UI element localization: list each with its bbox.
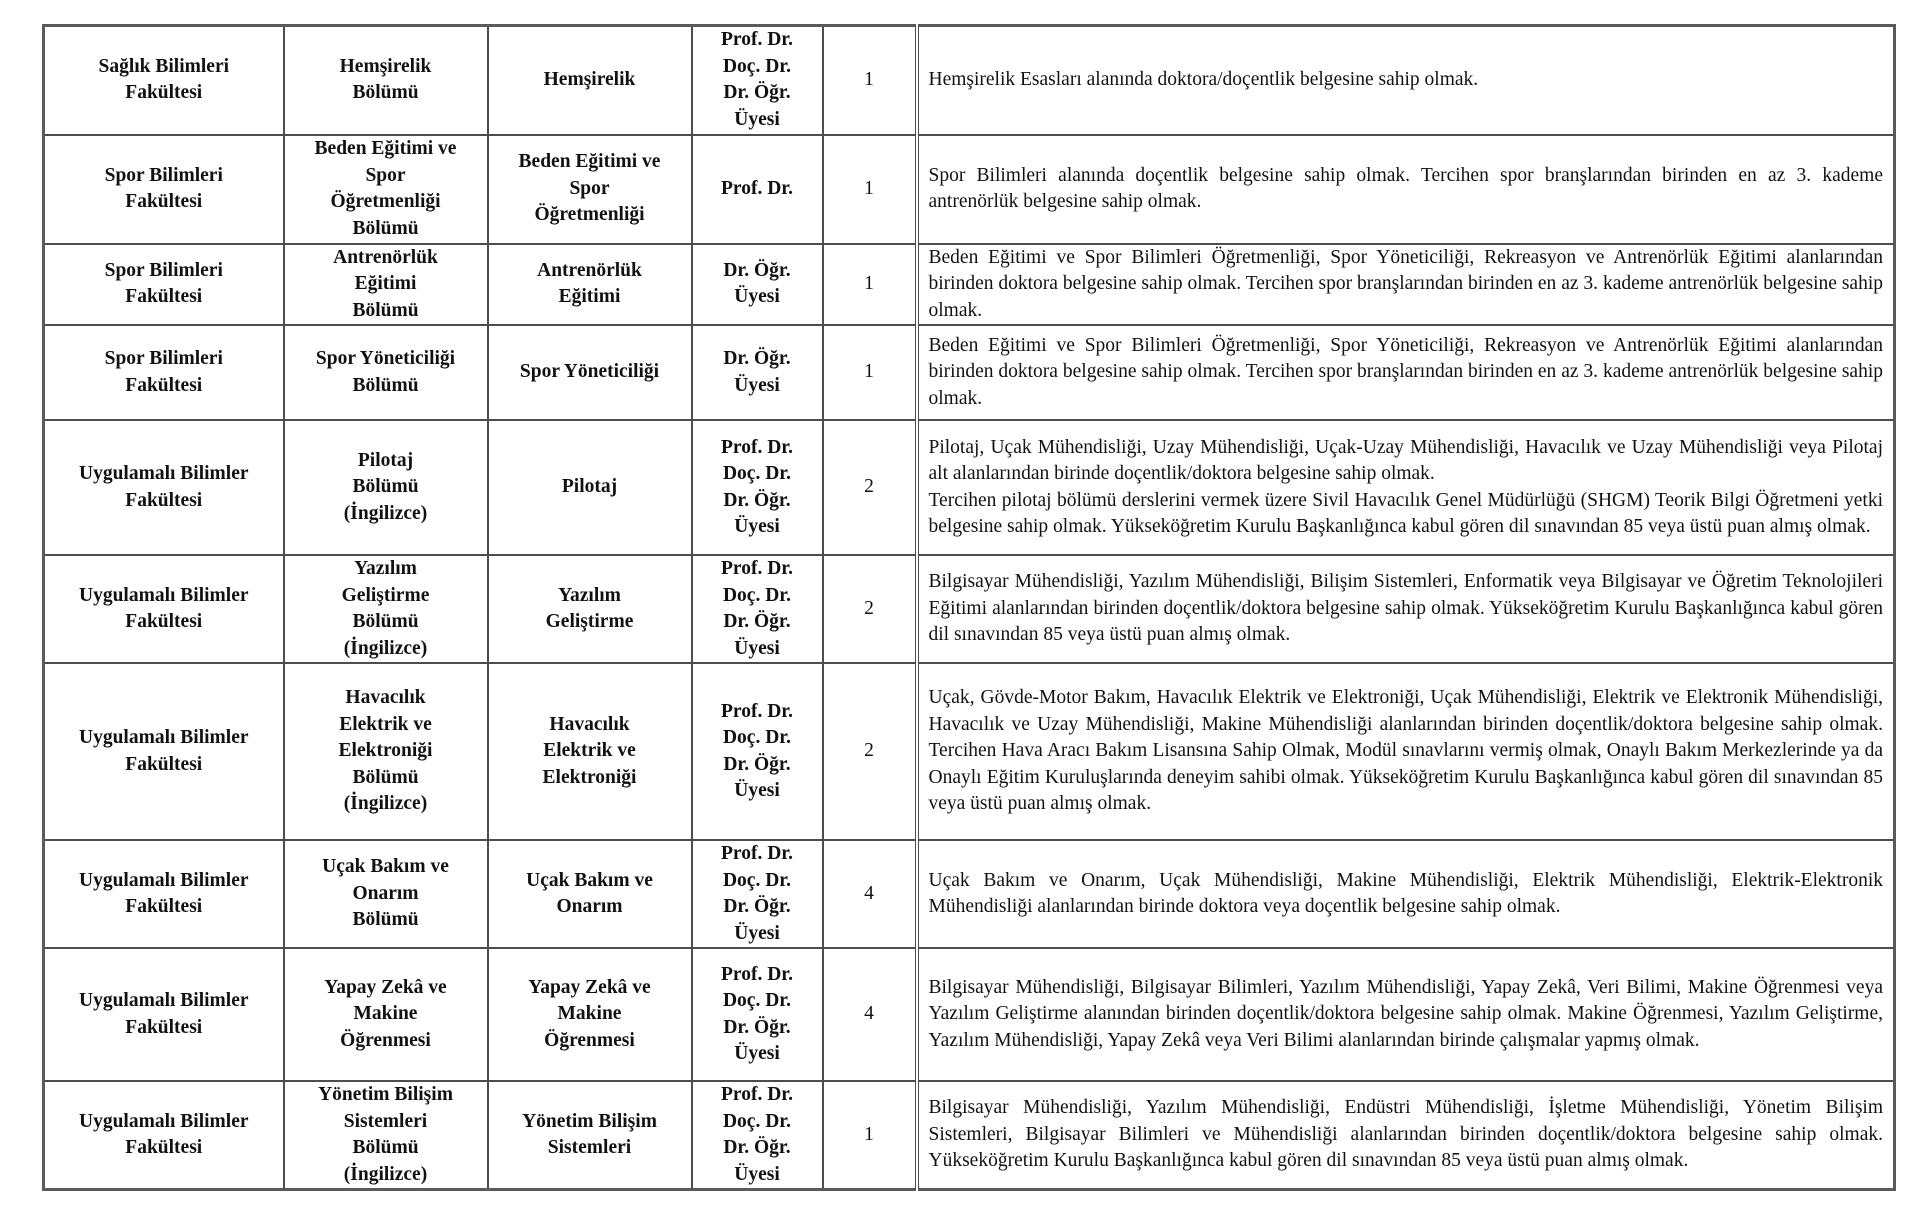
department-line: Bölümü: [352, 909, 419, 931]
department-line: Uçak Bakım ve: [322, 856, 449, 878]
academic-title-line: Prof. Dr.: [720, 29, 794, 51]
faculty-cell: [44, 135, 284, 244]
academic-title-cell: [692, 325, 823, 420]
department-line: Onarım: [352, 882, 419, 904]
academic-title-line: Üyesi: [734, 108, 780, 130]
program-line: Öğretmenliği: [534, 204, 645, 226]
academic-title-line: Dr. Öğr.: [723, 896, 791, 917]
department-line: Bölümü: [352, 766, 419, 788]
faculty-cell: [44, 555, 284, 663]
program-line: Yazılım: [558, 584, 621, 606]
department-line: Spor: [365, 164, 406, 186]
academic-title-cell: [692, 135, 823, 244]
department-line: Elektrik ve: [339, 713, 432, 735]
criteria-paragraph: Beden Eğitimi ve Spor Bilimleri Öğretmenliği, Spor Yöneticiliği, Rekreasyon ve Antrenörlük Eğitimi alanlarından birinden doktora belgesine sahip olmak. Tercihen spor branşlarından birinden en az 3. kademe antrenörlük belgesine sahip olmak.: [928, 334, 1883, 409]
faculty-line: Spor Bilimleri: [104, 348, 223, 369]
criteria-paragraph: Bilgisayar Mühendisliği, Yazılım Mühendisliği, Bilişim Sistemleri, Enformatik veya Bilgisayar ve Öğretim Teknolojileri Eğitimi alanlarından birinden doçentlik/doktora belgesine sahip olmak. Yükseköğretim Kurulu Başkanlığınca kabul gören dil sınavından 85 veya üstü puan almış olmak.: [928, 571, 1883, 646]
department-line: Pilotaj: [357, 449, 414, 471]
academic-title-line: Üyesi: [734, 1043, 780, 1064]
academic-title-line: Doç. Dr.: [722, 584, 792, 606]
program-cell: [488, 26, 692, 135]
department-line: Eğitimi: [354, 273, 417, 294]
criteria-paragraph: Uçak, Gövde-Motor Bakım, Havacılık Elektrik ve Elektroniği, Uçak Mühendisliği, Elektrik ve Elektronik Mühendisliği, Havacılık ve Uzay Mühendisliği, Makine Mühendisliği alanlarından birinden doçentlik/doktora belgesine sahip olmak. Tercihen Hava Aracı Bakım Lisansına Sahip Olmak, Modül sınavlarını vermiş olmak, Onaylı Bakım Merkezlerinde ya da Onaylı Eğitim Kuruluşlarında deneyim sahibi olmak. Yükseköğretim Kurulu Başkanlığınca kabul gören dil sınavından 85 veya üstü puan almış olmak.: [928, 687, 1883, 815]
criteria-cell: [917, 135, 1895, 244]
department-line: Öğretmenliği: [330, 191, 441, 212]
department-line: Sistemleri: [343, 1110, 428, 1132]
department-line: Bölümü: [352, 299, 419, 321]
table-row: [44, 663, 1895, 840]
department-cell: [284, 1081, 488, 1190]
criteria-paragraph: Beden Eğitimi ve Spor Bilimleri Öğretmenliği, Spor Yöneticiliği, Rekreasyon ve Antrenörlük Eğitimi alanlarından birinden doktora belgesine sahip olmak. Tercihen spor branşlarından birinden en az 3. kademe antrenörlük belgesine sahip olmak.: [928, 246, 1883, 321]
department-cell: [284, 663, 488, 840]
criteria-cell: [917, 555, 1895, 663]
program-cell: [488, 325, 692, 420]
academic-title-line: Üyesi: [734, 922, 780, 944]
department-line: Bölümü: [352, 476, 419, 498]
position-count-cell: 4: [823, 948, 917, 1081]
position-count-cell: 2: [823, 555, 917, 663]
department-cell: [284, 26, 488, 135]
department-line: Antrenörlük: [333, 246, 438, 268]
program-cell: [488, 244, 692, 326]
academic-title-line: Doç. Dr.: [722, 727, 792, 748]
department-line: (İngilizce): [343, 502, 428, 524]
faculty-line: Uygulamalı Bilimler: [78, 463, 249, 484]
requirements-table-body: [44, 26, 1895, 1190]
academic-title-line: Dr. Öğr.: [723, 1137, 791, 1158]
academic-title-line: Doç. Dr.: [722, 1110, 792, 1132]
program-cell: [488, 948, 692, 1081]
department-line: Geliştirme: [341, 584, 430, 606]
academic-title-line: Prof. Dr.: [720, 558, 794, 579]
department-line: Yönetim Bilişim: [318, 1084, 453, 1105]
criteria-cell: [917, 325, 1895, 420]
academic-title-cell: [692, 663, 823, 840]
program-line: Havacılık: [549, 713, 630, 735]
program-cell: [488, 663, 692, 840]
academic-title-line: Üyesi: [734, 516, 780, 537]
academic-title-cell: [692, 948, 823, 1081]
academic-title-line: Üyesi: [734, 374, 780, 396]
faculty-line: Fakültesi: [125, 611, 203, 632]
position-count-cell: 1: [823, 135, 917, 244]
academic-title-line: Üyesi: [734, 1163, 780, 1185]
program-line: Spor: [569, 177, 610, 199]
program-cell: [488, 420, 692, 555]
department-line: Havacılık: [345, 687, 426, 709]
criteria-paragraph: Bilgisayar Mühendisliği, Yazılım Mühendisliği, Endüstri Mühendisliği, İşletme Mühendisliği, Yönetim Bilişim Sistemleri, Bilgisayar Bilimleri ve Mühendisliği alanlarından birinden doçentlik/doktora belgesine sahip olmak. Yükseköğretim Kurulu Başkanlığınca kabul gören dil sınavından 85 veya üstü puan almış olmak.: [928, 1097, 1883, 1172]
program-line: Makine: [557, 1003, 622, 1025]
academic-title-cell: [692, 26, 823, 135]
program-line: Elektrik ve: [543, 740, 636, 762]
requirements-table: [42, 24, 1896, 1191]
program-line: Pilotaj: [561, 476, 618, 498]
department-line: Öğrenmesi: [340, 1029, 431, 1051]
academic-title-line: Doç. Dr.: [722, 869, 792, 891]
department-line: Yazılım: [354, 558, 417, 579]
department-line: (İngilizce): [343, 793, 428, 815]
department-cell: [284, 555, 488, 663]
position-count-cell: 1: [823, 325, 917, 420]
academic-title-line: Prof. Dr.: [720, 1084, 794, 1105]
table-row: [44, 420, 1895, 555]
faculty-cell: [44, 948, 284, 1081]
academic-title-cell: [692, 1081, 823, 1190]
faculty-cell: [44, 26, 284, 135]
criteria-cell: [917, 663, 1895, 840]
academic-title-line: Prof. Dr.: [720, 436, 794, 458]
criteria-cell: [917, 244, 1895, 326]
academic-title-line: Dr. Öğr.: [723, 611, 791, 632]
faculty-line: Fakültesi: [125, 896, 203, 917]
academic-title-line: Dr. Öğr.: [723, 82, 791, 104]
table-row: [44, 325, 1895, 420]
table-row: [44, 26, 1895, 135]
faculty-line: Spor Bilimleri: [104, 164, 223, 186]
academic-title-line: Dr. Öğr.: [723, 259, 791, 281]
program-line: Antrenörlük: [537, 259, 642, 281]
academic-title-line: Dr. Öğr.: [723, 1016, 791, 1038]
faculty-line: Fakültesi: [125, 82, 203, 104]
faculty-cell: [44, 840, 284, 948]
academic-title-line: Prof. Dr.: [720, 843, 794, 864]
department-line: Bölümü: [352, 374, 419, 396]
faculty-line: Uygulamalı Bilimler: [78, 869, 249, 891]
faculty-line: Fakültesi: [125, 1137, 203, 1158]
faculty-line: Spor Bilimleri: [104, 259, 223, 281]
faculty-line: Fakültesi: [125, 753, 203, 775]
faculty-line: Fakültesi: [125, 286, 203, 308]
position-count-cell: 2: [823, 663, 917, 840]
criteria-paragraph: Spor Bilimleri alanında doçentlik belgesine sahip olmak. Tercihen spor branşlarından birinden en az 3. kademe antrenörlük belgesine sahip olmak.: [928, 164, 1883, 212]
academic-title-line: Dr. Öğr.: [723, 489, 791, 511]
position-count-cell: 2: [823, 420, 917, 555]
criteria-paragraph: Bilgisayar Mühendisliği, Bilgisayar Bilimleri, Yazılım Mühendisliği, Yapay Zekâ, Veri Bilimi, Makine Öğrenmesi veya Yazılım Geliştirme alanından birinden doçentlik/doktora belgesine sahip olmak. Makine Öğrenmesi, Yazılım Geliştirme, Yazılım Mühendisliği, Yapay Zekâ veya Veri Bilimi alanlarından birinde çalışmalar yapmış olmak.: [928, 976, 1883, 1051]
department-cell: [284, 840, 488, 948]
position-count-cell: 1: [823, 1081, 917, 1190]
program-line: Öğrenmesi: [544, 1029, 635, 1051]
academic-title-line: Prof. Dr.: [720, 700, 794, 722]
department-line: (İngilizce): [343, 637, 428, 659]
criteria-paragraph: Hemşirelik Esasları alanında doktora/doçentlik belgesine sahip olmak.: [928, 69, 1479, 90]
faculty-line: Sağlık Bilimleri: [98, 55, 230, 77]
academic-title-line: Prof. Dr.: [720, 963, 794, 985]
faculty-line: Fakültesi: [125, 191, 203, 212]
department-line: Elektroniği: [338, 740, 433, 762]
academic-title-line: Üyesi: [734, 286, 780, 308]
faculty-cell: [44, 1081, 284, 1190]
table-row: [44, 244, 1895, 326]
position-count-cell: 1: [823, 26, 917, 135]
position-count-cell: 1: [823, 244, 917, 326]
criteria-cell: [917, 26, 1895, 135]
faculty-line: Uygulamalı Bilimler: [78, 990, 249, 1011]
academic-title-line: Dr. Öğr.: [723, 348, 791, 369]
table-row: [44, 1081, 1895, 1190]
academic-title-cell: [692, 840, 823, 948]
program-line: Spor Yöneticiliği: [519, 361, 660, 383]
faculty-cell: [44, 663, 284, 840]
program-line: Onarım: [556, 896, 623, 917]
program-line: Yapay Zekâ ve: [528, 976, 651, 998]
academic-title-cell: [692, 555, 823, 663]
department-cell: [284, 420, 488, 555]
department-line: Bölümü: [352, 217, 419, 239]
criteria-paragraph: Tercihen pilotaj bölümü derslerini vermek üzere Sivil Havacılık Genel Müdürlüğü (SHGM) Teorik Bilgi Öğretmeni yetki belgesine sahip olmak. Yükseköğretim Kurulu Başkanlığınca kabul gören dil sınavından 85 veya üstü puan almış olmak.: [928, 489, 1883, 537]
faculty-cell: [44, 325, 284, 420]
department-line: Bölümü: [352, 611, 419, 632]
academic-title-line: Üyesi: [734, 637, 780, 659]
criteria-cell: [917, 948, 1895, 1081]
program-cell: [488, 555, 692, 663]
table-row: [44, 948, 1895, 1081]
program-cell: [488, 840, 692, 948]
program-line: Sistemleri: [547, 1137, 632, 1158]
table-row: [44, 840, 1895, 948]
department-line: (İngilizce): [343, 1163, 428, 1185]
program-line: Elektroniği: [542, 766, 637, 788]
table-row: [44, 555, 1895, 663]
program-line: Geliştirme: [545, 611, 634, 632]
academic-title-cell: [692, 244, 823, 326]
academic-title-line: Doç. Dr.: [722, 990, 792, 1011]
department-cell: [284, 948, 488, 1081]
academic-title-line: Üyesi: [734, 780, 780, 801]
table-row: [44, 135, 1895, 244]
faculty-cell: [44, 244, 284, 326]
department-cell: [284, 325, 488, 420]
faculty-line: Uygulamalı Bilimler: [78, 1110, 249, 1132]
faculty-line: Uygulamalı Bilimler: [78, 727, 249, 748]
criteria-cell: [917, 1081, 1895, 1190]
faculty-line: Fakültesi: [125, 489, 203, 511]
program-line: Beden Eğitimi ve: [518, 151, 661, 173]
criteria-cell: [917, 420, 1895, 555]
program-line: Hemşirelik: [543, 69, 636, 90]
program-line: Eğitimi: [558, 286, 621, 308]
academic-title-line: Prof. Dr.: [720, 177, 794, 199]
position-count-cell: 4: [823, 840, 917, 948]
criteria-paragraph: Uçak Bakım ve Onarım, Uçak Mühendisliği, Makine Mühendisliği, Elektrik Mühendisliği, Elektrik-Elektronik Mühendisliği alanlarından birinde doktora veya doçentlik belgesine sahip olmak.: [928, 869, 1883, 917]
program-cell: [488, 135, 692, 244]
academic-title-line: Doç. Dr.: [722, 55, 792, 77]
department-line: Spor Yöneticiliği: [315, 348, 456, 369]
program-line: Yönetim Bilişim: [522, 1110, 657, 1132]
faculty-line: Uygulamalı Bilimler: [78, 584, 249, 606]
program-line: Uçak Bakım ve: [526, 869, 653, 891]
department-line: Bölümü: [352, 1137, 419, 1158]
department-line: Bölümü: [352, 82, 419, 104]
faculty-cell: [44, 420, 284, 555]
department-cell: [284, 135, 488, 244]
department-line: Yapay Zekâ ve: [324, 976, 447, 998]
criteria-cell: [917, 840, 1895, 948]
faculty-line: Fakültesi: [125, 374, 203, 396]
department-line: Beden Eğitimi ve: [314, 138, 457, 159]
faculty-line: Fakültesi: [125, 1016, 203, 1038]
program-cell: [488, 1081, 692, 1190]
criteria-paragraph: Pilotaj, Uçak Mühendisliği, Uzay Mühendisliği, Uçak-Uzay Mühendisliği, Havacılık ve Uzay Mühendisliği veya Pilotaj alt alanlarından birinde doçentlik/doktora belgesine sahip olmak.: [928, 436, 1883, 484]
department-line: Makine: [353, 1003, 418, 1025]
department-cell: [284, 244, 488, 326]
academic-title-line: Dr. Öğr.: [723, 753, 791, 775]
department-line: Hemşirelik: [339, 55, 432, 77]
academic-title-cell: [692, 420, 823, 555]
academic-title-line: Doç. Dr.: [722, 463, 792, 484]
